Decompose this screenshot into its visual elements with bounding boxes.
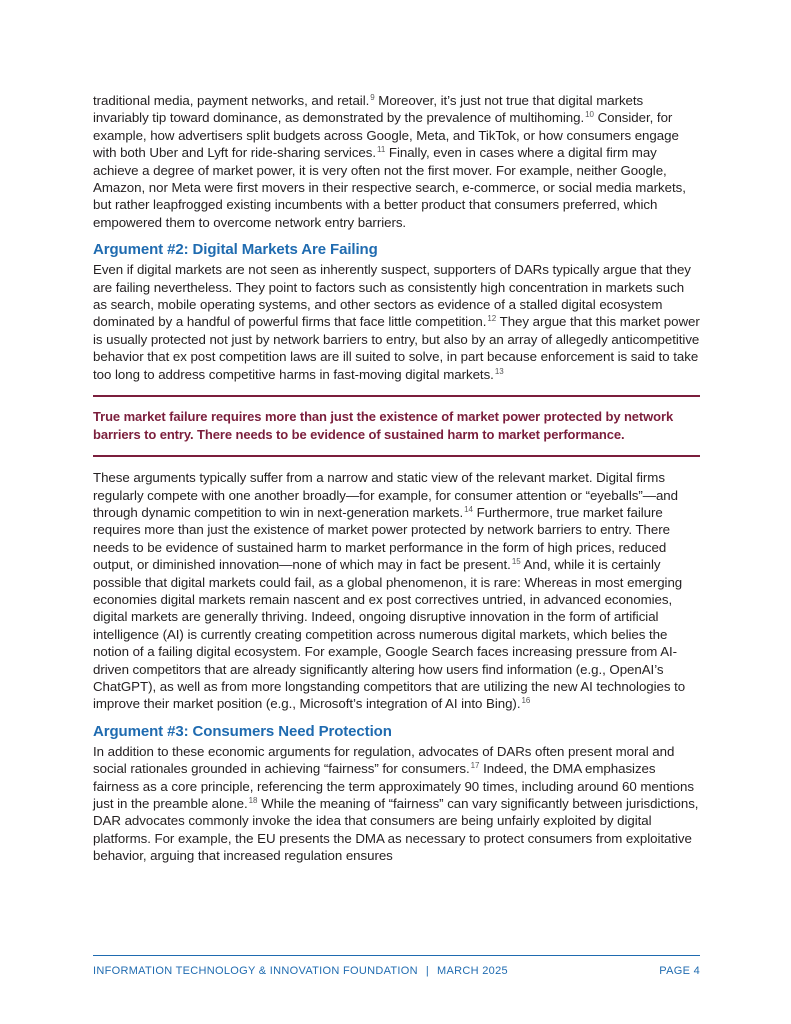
paragraph-argument-2 <box>93 261 700 383</box>
text-run: Moreover, it’s just not true that digital markets invariably tip toward dominance, as demonstrated by the prevalence of multihoming. <box>93 93 644 126</box>
text-run: traditional media, payment networks, and retail. <box>93 93 370 108</box>
text-run: Furthermore, true market failure requires more than just the existence of market power protected by network barriers to entry. There needs to be evidence of sustained harm to market performance in the form of high prices, reduced output, or diminished innovation—none of which may in fact be present. <box>93 504 670 573</box>
footer-date: MARCH 2025 <box>437 965 508 977</box>
text-run: And, while it is certainly possible that digital markets could fail, as a global phenomenon, it is rare: Whereas in most emerging economies digital markets remain nascent and ex post correctives untried, in advanced economies, digital markets are generally thriving. Indeed, ongoing disruptive innovation in the form of artificial intelligence (AI) is currently creating competition across numerous digital markets, which belies the notion of a failing digital ecosystem. For example, Google Search faces increasing pressure from AI-driven competitors that are already significantly altering how users find information (e.g., OpenAI’s ChatGPT), as well as from more longstanding competitors that are utilizing the new AI technologies to improve their market position (e.g., Microsoft’s integration of AI into Bing). <box>93 557 686 712</box>
text-run: Finally, even in cases where a digital firm may achieve a degree of market power, it is very often not the first mover. For example, neither Google, Amazon, nor Meta were first movers in their respective search, e-commerce, or social media markets, but rather leapfrogged existing incumbents with a better product that consumers preferred, which empowered them to overcome network entry barriers. <box>93 145 686 230</box>
pull-quote-callout: True market failure requires more than just the existence of market power protected by network barriers to entry. There needs to be evidence of sustained harm to market performance. <box>93 395 700 457</box>
page-content <box>93 92 700 865</box>
footer-page-number: PAGE 4 <box>659 965 700 977</box>
text-run: In addition to these economic arguments for regulation, advocates of DARs often present moral and social rationales grounded in achieving “fairness” for consumers. <box>93 743 675 777</box>
footnote-ref[interactable]: 9 <box>370 93 375 102</box>
text-run: These arguments typically suffer from a narrow and static view of the relevant market. Digital firms regularly compete with one another broadly—for example, for consumer attention or “eyeballs”—and through dynamic competition to win in next-generation markets. <box>93 470 678 520</box>
text-run: They argue that this market power is usually protected not just by network barriers to entry, but also by an array of allegedly anticompetitive behavior that ex post competition laws are ill suited to solve, in part because enforcement is said to take too long to address competitive harms in fast-moving digital markets. <box>93 314 700 382</box>
paragraph-rebuttal <box>93 469 700 713</box>
footer-organization: INFORMATION TECHNOLOGY & INNOVATION FOUNDATION <box>93 965 418 977</box>
footnote-ref[interactable]: 18 <box>248 796 258 805</box>
paragraph-intro <box>93 92 700 231</box>
footnote-ref[interactable]: 16 <box>521 696 531 706</box>
text-run: Indeed, the DMA emphasizes fairness as a core principle, referencing the term approximately 90 times, including around 60 mentions just in the preamble alone. <box>93 761 694 811</box>
text-run: Consider, for example, how advertisers split budgets across Google, Meta, and TikTok, or how consumers engage with both Uber and Lyft for ride-sharing services. <box>93 110 679 161</box>
footnote-ref[interactable]: 13 <box>494 366 504 376</box>
text-run: While the meaning of “fairness” can vary significantly between jurisdictions, DAR advocates commonly invoke the idea that consumers are being unfairly exploited by digital platforms. For example, the EU presents the DMA as necessary to protect consumers from exploitative behavior, arguing that increased regulation ensures <box>93 796 699 864</box>
footnote-ref[interactable]: 15 <box>511 557 521 567</box>
heading-argument-3: Argument #3: Consumers Need Protection <box>93 722 392 740</box>
paragraph-argument-3 <box>93 743 700 865</box>
footnote-ref[interactable]: 14 <box>464 504 473 514</box>
heading-argument-2: Argument #2: Digital Markets Are Failing <box>93 241 378 259</box>
text-run: Even if digital markets are not seen as inherently suspect, supporters of DARs typically argue that they are failing nevertheless. They point to factors such as consistently high concentration in markets such as search, mobile operating systems, and other sectors as evidence of a stalled digital ecosystem dominated by a handful of powerful firms that face little competition. <box>93 262 691 330</box>
page-footer <box>93 955 700 977</box>
footnote-ref[interactable]: 11 <box>377 145 386 155</box>
footer-separator: | <box>425 965 430 977</box>
footnote-ref[interactable]: 17 <box>470 761 480 771</box>
footnote-ref[interactable]: 12 <box>487 314 497 324</box>
footnote-ref[interactable]: 10 <box>585 110 594 120</box>
